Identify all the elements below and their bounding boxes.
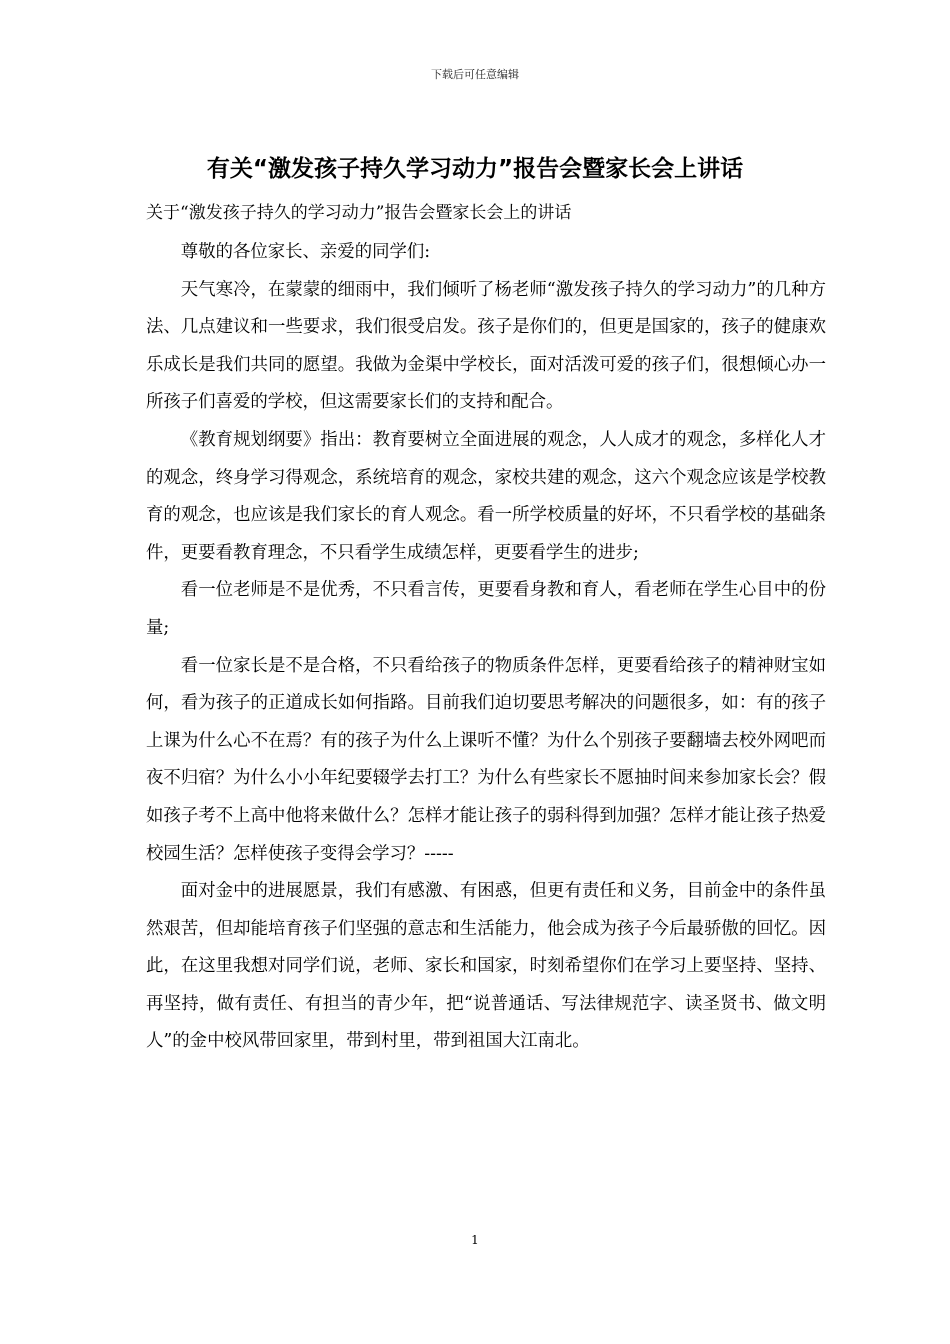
paragraph-1: 天气寒冷，在蒙蒙的细雨中，我们倾听了杨老师“激发孩子持久的学习动力”的几种方法、几点建议和一些要求，我们很受启发。孩子是你们的，但更是国家的，孩子的健康欢乐成长是我们共同的愿望。我做为金渠中学校长，面对活泼可爱的孩子们，很想倾心办一所孩子们喜爱的学校，但这需要家长们的支持和配合。 [146, 279, 826, 413]
page-number: 1 [471, 1233, 479, 1247]
header-note: 下载后可任意编辑 [431, 68, 519, 81]
document-body [146, 234, 826, 1061]
paragraph-greeting: 尊敬的各位家长、亲爱的同学们: [180, 242, 431, 262]
paragraph-2: 《教育规划纲要》指出：教育要树立全面进展的观念，人人成才的观念，多样化人才的观念，终身学习得观念，系统培育的观念，家校共建的观念，这六个观念应该是学校教育的观念，也应该是我们家长的育人观念。看一所学校质量的好坏，不只看学校的基础条件，更要看教育理念，不只看学生成绩怎样，更要看学生的进步; [146, 429, 826, 563]
document-title: 有关“激发孩子持久学习动力”报告会暨家长会上讲话 [206, 156, 744, 182]
document-subtitle: 关于“激发孩子持久的学习动力”报告会暨家长会上的讲话 [146, 203, 572, 223]
paragraph-4: 看一位家长是不是合格，不只看给孩子的物质条件怎样，更要看给孩子的精神财宝如何，看为孩子的正道成长如何指路。目前我们迫切要思考解决的问题很多，如：有的孩子上课为什么心不在焉？有的孩子为什么上课听不懂？为什么个别孩子要翻墙去校外网吧而夜不归宿？为什么小小年纪要辍学去打工？为什么有些家长不愿抽时间来参加家长会？假如孩子考不上高中他将来做什么？怎样才能让孩子的弱科得到加强？怎样才能让孩子热爱校园生活？怎样使孩子变得会学习？----- [146, 655, 826, 864]
paragraph-5: 面对金中的进展愿景，我们有感激、有困惑，但更有责任和义务，目前金中的条件虽然艰苦，但却能培育孩子们坚强的意志和生活能力，他会成为孩子今后最骄傲的回忆。因此，在这里我想对同学们说，老师、家长和国家，时刻希望你们在学习上要坚持、坚持、再坚持，做有责任、有担当的青少年，把“说普通话、写法律规范字、读圣贤书、做文明人”的金中校风带回家里，带到村里，带到祖国大江南北。 [146, 881, 826, 1052]
paragraph-3: 看一位老师是不是优秀，不只看言传，更要看身教和育人，看老师在学生心目中的份量; [146, 580, 826, 638]
